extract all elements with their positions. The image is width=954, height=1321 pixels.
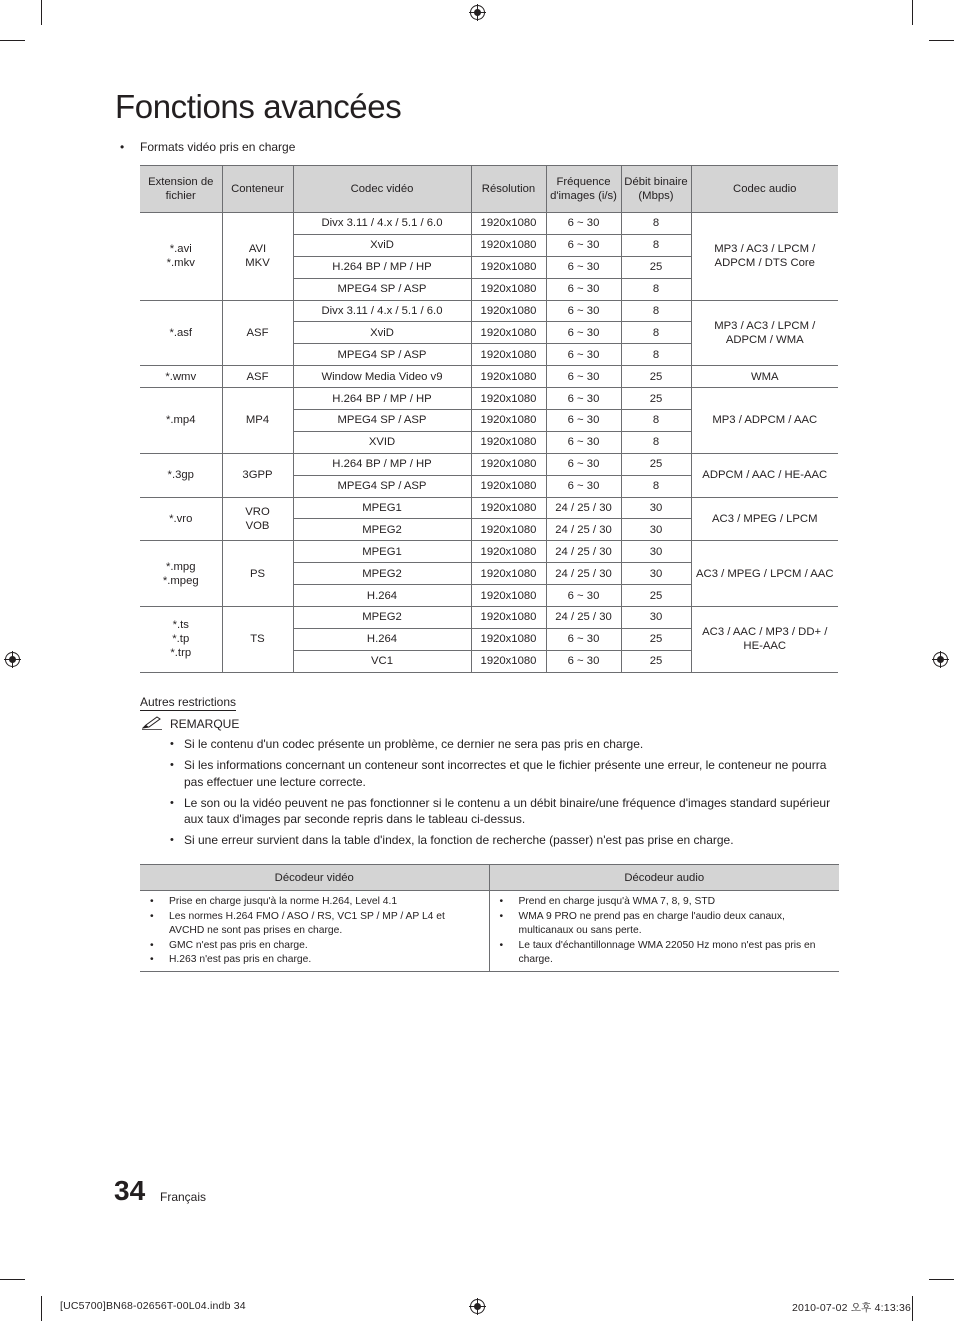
container-cell: ASF	[222, 366, 293, 388]
crop-mark	[929, 1279, 954, 1280]
extension-cell: *.mp4	[140, 388, 222, 454]
column-header: Résolution	[471, 166, 546, 213]
bitrate-cell: 30	[621, 497, 691, 519]
video-codec-cell: H.264 BP / MP / HP	[293, 256, 471, 278]
resolution-cell: 1920x1080	[471, 322, 546, 344]
table-row	[140, 891, 839, 972]
table-row	[140, 497, 838, 519]
table-row	[140, 366, 838, 388]
audio-decoder-header: Décodeur audio	[489, 865, 839, 891]
column-header: Codec audio	[691, 166, 838, 213]
crop-mark	[912, 1296, 913, 1321]
resolution-cell: 1920x1080	[471, 213, 546, 235]
frame-rate-cell: 6 ~ 30	[546, 256, 621, 278]
bitrate-cell: 30	[621, 607, 691, 629]
frame-rate-cell: 6 ~ 30	[546, 650, 621, 672]
page-title: Fonctions avancées	[115, 88, 402, 125]
frame-rate-cell: 6 ~ 30	[546, 322, 621, 344]
bitrate-cell: 25	[621, 650, 691, 672]
bitrate-cell: 8	[621, 278, 691, 300]
audio-codec-cell: MP3 / AC3 / LPCM / ADPCM / DTS Core	[691, 213, 838, 301]
table-row	[140, 541, 838, 563]
column-header: Fréquence d'images (i/s)	[546, 166, 621, 213]
frame-rate-cell: 6 ~ 30	[546, 410, 621, 432]
bitrate-cell: 25	[621, 256, 691, 278]
container-cell: PS	[222, 541, 293, 607]
frame-rate-cell: 6 ~ 30	[546, 278, 621, 300]
resolution-cell: 1920x1080	[471, 650, 546, 672]
section-lead	[120, 140, 295, 154]
extension-cell: *.wmv	[140, 366, 222, 388]
extension-cell: *.ts *.tp *.trp	[140, 607, 222, 673]
video-codec-cell: MPEG2	[293, 563, 471, 585]
resolution-cell: 1920x1080	[471, 366, 546, 388]
video-formats-table	[140, 165, 838, 673]
video-codec-cell: MPEG2	[293, 607, 471, 629]
bitrate-cell: 25	[621, 366, 691, 388]
resolution-cell: 1920x1080	[471, 453, 546, 475]
notes-list	[170, 736, 840, 854]
list-item: • Si les informations concernant un conteneur sont incorrectes et que le fichier présente une erreur, le conteneur ne pourra pas effectuer une lecture correcte.	[170, 757, 840, 790]
list-item: • Si une erreur survient dans la table d'index, la fonction de recherche (passer) n'est pas prise en charge.	[170, 832, 840, 848]
bitrate-cell: 8	[621, 300, 691, 322]
bitrate-cell: 8	[621, 213, 691, 235]
page-number: 34	[114, 1175, 146, 1206]
video-decoder-list	[150, 895, 481, 968]
video-codec-cell: XVID	[293, 431, 471, 453]
registration-mark-icon	[469, 1298, 486, 1315]
audio-decoder-cell	[489, 891, 839, 972]
table-body	[140, 213, 838, 673]
list-item: • WMA 9 PRO ne prend pas en charge l'audio deux canaux, multicanaux ou sans perte.	[500, 910, 832, 939]
frame-rate-cell: 24 / 25 / 30	[546, 497, 621, 519]
video-codec-cell: Window Media Video v9	[293, 366, 471, 388]
extension-cell: *.vro	[140, 497, 222, 541]
audio-codec-cell: ADPCM / AAC / HE-AAC	[691, 453, 838, 497]
audio-codec-cell: AC3 / AAC / MP3 / DD+ / HE-AAC	[691, 607, 838, 673]
decoder-table	[140, 864, 839, 972]
video-codec-cell: MPEG4 SP / ASP	[293, 475, 471, 497]
crop-mark	[0, 1279, 25, 1280]
audio-decoder-list	[500, 895, 832, 968]
video-codec-cell: MPEG4 SP / ASP	[293, 410, 471, 432]
footer-file-info: [UC5700]BN68-02656T-00L04.indb 34	[60, 1300, 246, 1312]
frame-rate-cell: 24 / 25 / 30	[546, 607, 621, 629]
table-row	[140, 607, 838, 629]
bitrate-cell: 8	[621, 475, 691, 497]
column-header: Codec vidéo	[293, 166, 471, 213]
list-item: • Prend en charge jusqu'à WMA 7, 8, 9, STD	[500, 895, 832, 910]
container-cell: ASF	[222, 300, 293, 366]
column-header: Débit binaire (Mbps)	[621, 166, 691, 213]
resolution-cell: 1920x1080	[471, 410, 546, 432]
video-codec-cell: Divx 3.11 / 4.x / 5.1 / 6.0	[293, 300, 471, 322]
list-item: • Le taux d'échantillonnage WMA 22050 Hz mono n'est pas pris en charge.	[500, 939, 832, 968]
frame-rate-cell: 6 ~ 30	[546, 585, 621, 607]
crop-mark	[0, 40, 25, 41]
container-cell: VRO VOB	[222, 497, 293, 541]
registration-mark-icon	[4, 651, 21, 668]
resolution-cell: 1920x1080	[471, 431, 546, 453]
registration-mark-icon	[932, 651, 949, 668]
list-item: • GMC n'est pas pris en charge.	[150, 939, 481, 954]
video-codec-cell: H.264 BP / MP / HP	[293, 453, 471, 475]
table-header-row	[140, 166, 838, 213]
extension-cell: *.avi *.mkv	[140, 213, 222, 301]
video-codec-cell: MPEG2	[293, 519, 471, 541]
bitrate-cell: 8	[621, 410, 691, 432]
page-language: Français	[160, 1190, 207, 1204]
note-label: REMARQUE	[170, 717, 240, 731]
footer-timestamp: 2010-07-02 오후 4:13:36	[792, 1302, 912, 1314]
column-header: Extension de fichier	[140, 166, 222, 213]
bitrate-cell: 30	[621, 563, 691, 585]
crop-mark	[41, 0, 42, 25]
audio-codec-cell: MP3 / ADPCM / AAC	[691, 388, 838, 454]
video-codec-cell: H.264	[293, 585, 471, 607]
bitrate-cell: 30	[621, 541, 691, 563]
video-codec-cell: MPEG4 SP / ASP	[293, 344, 471, 366]
list-item: • Les normes H.264 FMO / ASO / RS, VC1 SP / MP / AP L4 et AVCHD ne sont pas prises en charge.	[150, 910, 481, 939]
frame-rate-cell: 6 ~ 30	[546, 431, 621, 453]
frame-rate-cell: 6 ~ 30	[546, 300, 621, 322]
list-item: • Le son ou la vidéo peuvent ne pas fonctionner si le contenu a un débit binaire/une fréquence d'images standard supérieur aux taux d'images par seconde repris dans le tableau ci-dessus.	[170, 795, 840, 828]
registration-mark-icon	[469, 4, 486, 21]
frame-rate-cell: 6 ~ 30	[546, 344, 621, 366]
crop-mark	[929, 40, 954, 41]
bitrate-cell: 8	[621, 431, 691, 453]
restrictions-heading: Autres restrictions	[140, 695, 237, 709]
frame-rate-cell: 24 / 25 / 30	[546, 519, 621, 541]
pencil-note-icon	[142, 716, 162, 730]
note-heading	[142, 716, 239, 731]
resolution-cell: 1920x1080	[471, 278, 546, 300]
container-cell: MP4	[222, 388, 293, 454]
bitrate-cell: 25	[621, 585, 691, 607]
video-codec-cell: MPEG1	[293, 497, 471, 519]
bitrate-cell: 25	[621, 388, 691, 410]
audio-codec-cell: AC3 / MPEG / LPCM / AAC	[691, 541, 838, 607]
video-codec-cell: H.264	[293, 628, 471, 650]
frame-rate-cell: 6 ~ 30	[546, 453, 621, 475]
table-row	[140, 213, 838, 235]
resolution-cell: 1920x1080	[471, 563, 546, 585]
container-cell: 3GPP	[222, 453, 293, 497]
resolution-cell: 1920x1080	[471, 497, 546, 519]
table-row	[140, 453, 838, 475]
bitrate-cell: 8	[621, 322, 691, 344]
resolution-cell: 1920x1080	[471, 256, 546, 278]
extension-cell: *.asf	[140, 300, 222, 366]
resolution-cell: 1920x1080	[471, 234, 546, 256]
extension-cell: *.mpg *.mpeg	[140, 541, 222, 607]
section-lead-text: Formats vidéo pris en charge	[140, 140, 296, 154]
bullet: •	[120, 140, 125, 154]
resolution-cell: 1920x1080	[471, 607, 546, 629]
list-item: • H.263 n'est pas pris en charge.	[150, 953, 481, 968]
frame-rate-cell: 6 ~ 30	[546, 475, 621, 497]
audio-codec-cell: MP3 / AC3 / LPCM / ADPCM / WMA	[691, 300, 838, 366]
frame-rate-cell: 6 ~ 30	[546, 366, 621, 388]
bitrate-cell: 8	[621, 344, 691, 366]
video-decoder-header: Décodeur vidéo	[140, 865, 489, 891]
frame-rate-cell: 24 / 25 / 30	[546, 541, 621, 563]
container-cell: AVI MKV	[222, 213, 293, 301]
bitrate-cell: 25	[621, 628, 691, 650]
resolution-cell: 1920x1080	[471, 300, 546, 322]
list-item: • Prise en charge jusqu'à la norme H.264, Level 4.1	[150, 895, 481, 910]
table-row	[140, 388, 838, 410]
resolution-cell: 1920x1080	[471, 541, 546, 563]
list-item: • Si le contenu d'un codec présente un problème, ce dernier ne sera pas pris en charge.	[170, 736, 840, 752]
resolution-cell: 1920x1080	[471, 628, 546, 650]
video-codec-cell: MPEG4 SP / ASP	[293, 278, 471, 300]
table-row	[140, 300, 838, 322]
frame-rate-cell: 6 ~ 30	[546, 234, 621, 256]
video-decoder-cell	[140, 891, 489, 972]
resolution-cell: 1920x1080	[471, 475, 546, 497]
table-header-row	[140, 865, 839, 891]
audio-codec-cell: WMA	[691, 366, 838, 388]
bitrate-cell: 30	[621, 519, 691, 541]
bitrate-cell: 8	[621, 234, 691, 256]
container-cell: TS	[222, 607, 293, 673]
frame-rate-cell: 6 ~ 30	[546, 628, 621, 650]
bitrate-cell: 25	[621, 453, 691, 475]
video-codec-cell: MPEG1	[293, 541, 471, 563]
frame-rate-cell: 6 ~ 30	[546, 388, 621, 410]
resolution-cell: 1920x1080	[471, 585, 546, 607]
resolution-cell: 1920x1080	[471, 388, 546, 410]
video-codec-cell: XviD	[293, 234, 471, 256]
video-codec-cell: XviD	[293, 322, 471, 344]
extension-cell: *.3gp	[140, 453, 222, 497]
video-codec-cell: H.264 BP / MP / HP	[293, 388, 471, 410]
audio-codec-cell: AC3 / MPEG / LPCM	[691, 497, 838, 541]
frame-rate-cell: 6 ~ 30	[546, 213, 621, 235]
column-header: Conteneur	[222, 166, 293, 213]
crop-mark	[912, 0, 913, 25]
resolution-cell: 1920x1080	[471, 519, 546, 541]
resolution-cell: 1920x1080	[471, 344, 546, 366]
frame-rate-cell: 24 / 25 / 30	[546, 563, 621, 585]
video-codec-cell: VC1	[293, 650, 471, 672]
video-codec-cell: Divx 3.11 / 4.x / 5.1 / 6.0	[293, 213, 471, 235]
crop-mark	[41, 1296, 42, 1321]
